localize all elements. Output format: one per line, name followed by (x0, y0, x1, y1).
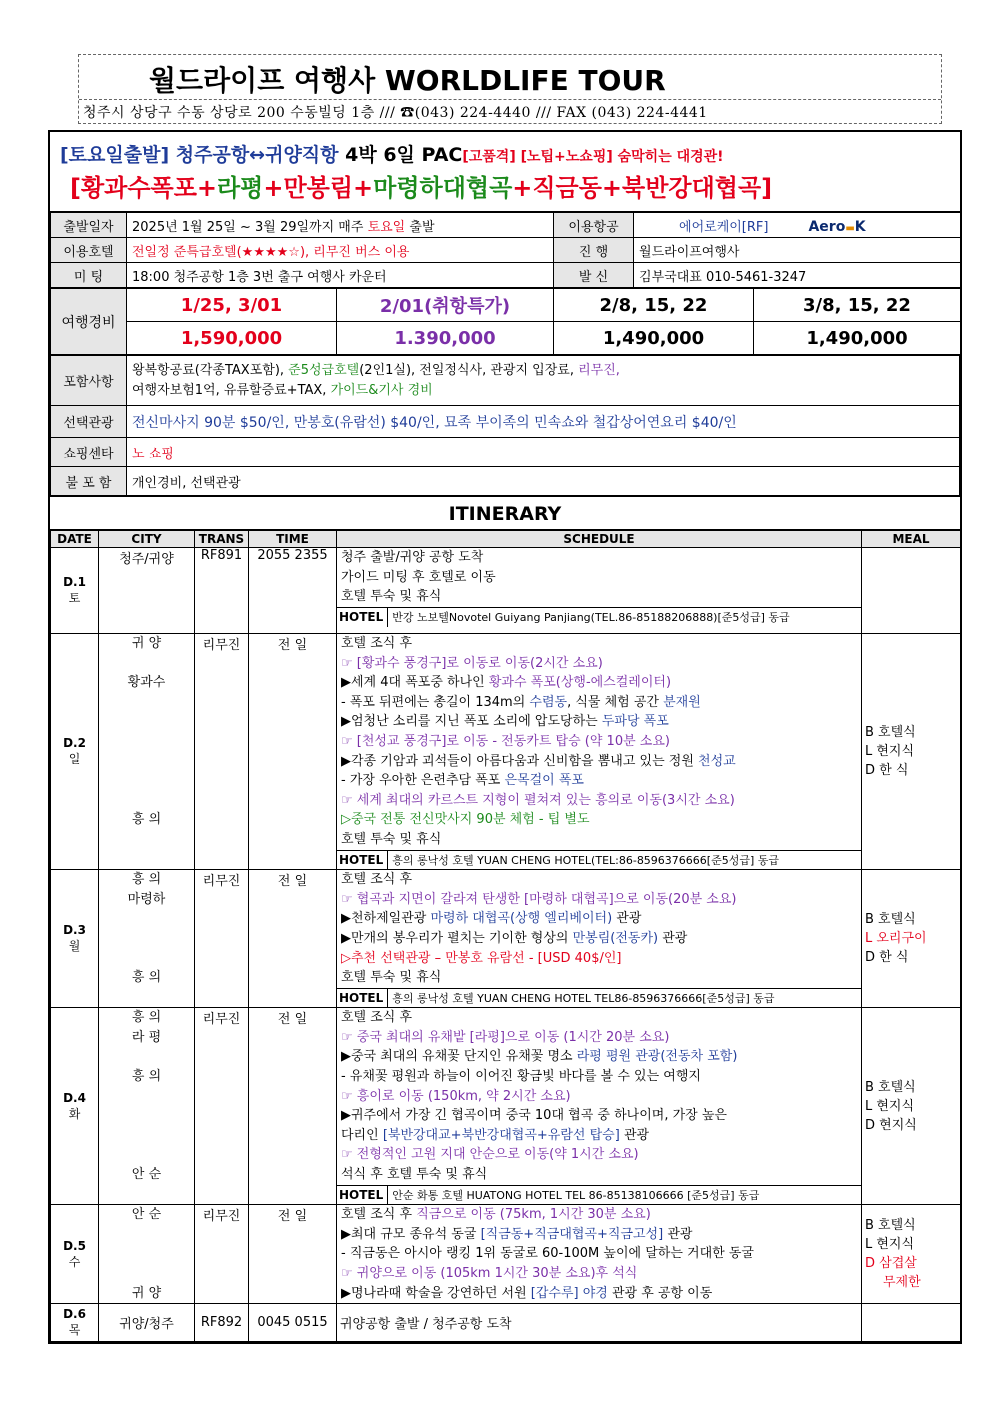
schedule-line: ☞ [황과수 풍경구]로 이동로 이동(2시간 소요) (341, 655, 603, 671)
schedule-line: 호텔 조식 후 (341, 872, 413, 888)
schedule-text: ▶각종 기암과 괴석들이 아름다움과 신비함을 뽐내고 있는 정원 (341, 753, 699, 769)
schedule-text: 다리인 (341, 1127, 383, 1143)
schedule-line: 호텔 투숙 및 휴식 (341, 831, 442, 847)
day-city (99, 1008, 195, 1205)
price-date: 1/25, 3/01 (127, 289, 337, 322)
schedule-text: ▶중국 최대의 유채꽃 단지인 유채꽃 명소 (341, 1049, 577, 1065)
city: 라 평 (131, 1029, 162, 1045)
incl-text: 리무진, (578, 362, 620, 378)
day-weekday: 월 (68, 939, 81, 954)
schedule-line (337, 1126, 861, 1146)
airline-label: 이용항공 (554, 213, 634, 238)
day-weekday: 목 (68, 1323, 81, 1338)
send-label: 발 신 (554, 263, 634, 288)
schedule-line (337, 1047, 861, 1067)
excl-label: 불 포 함 (51, 467, 127, 496)
day-time: 전 일 (249, 634, 337, 870)
city: 황과수 (127, 675, 166, 691)
schedule-text: 분재원 (663, 694, 701, 710)
day-number: D.4 (63, 1090, 86, 1105)
city: 귀 양 (131, 1285, 162, 1301)
day-city: 귀양/청주 (99, 1304, 195, 1342)
price-table (50, 288, 961, 355)
schedule-line (337, 1225, 861, 1245)
day-trans: 리무진 (195, 634, 249, 870)
day-schedule (337, 548, 862, 634)
day-city: 청주/귀양 (99, 548, 195, 634)
meal-line: D 현지식 (865, 1117, 917, 1133)
schedule-text: 호텔 조식 후 (341, 1207, 417, 1223)
itinerary-day (51, 548, 961, 634)
day-weekday: 일 (68, 752, 81, 767)
schedule-line: ☞ [천성교 풍경구]로 이동 - 전동카트 탑승 (약 10분 소요) (341, 733, 670, 749)
hotel-label: 이용호텔 (51, 238, 127, 263)
city: 흥 의 (131, 1069, 162, 1085)
col-schedule: SCHEDULE (337, 531, 862, 548)
schedule-text: 만봉림(전동카) (572, 930, 659, 946)
schedule-line: ☞ 귀양으로 이동 (105km 1시간 30분 소요)후 석식 (341, 1266, 638, 1281)
day-date (51, 1205, 99, 1304)
schedule-text: 마령하 대협곡(상행 엘리베이터) (430, 911, 613, 927)
title-part: 라평 (217, 174, 264, 202)
meal-line: B 호텔식 (865, 725, 916, 741)
day-city (99, 1205, 195, 1304)
schedule-line: 호텔 투숙 및 휴식 (341, 589, 442, 605)
col-trans: TRANS (195, 531, 249, 548)
title-part: 마령하대협곡 (373, 174, 513, 202)
day-number: D.1 (63, 575, 86, 589)
hotel-text: 흥의 롱낙성 호텔 YUAN CHENG HOTEL TEL86-8596376666[준5성급] 동급 (392, 991, 775, 1005)
hotel-tag: HOTEL (339, 851, 388, 870)
day-trans: RF891 (195, 548, 249, 634)
city: 흥 의 (131, 812, 162, 828)
schedule-line: 가이드 미팅 후 호텔로 이동 (341, 569, 496, 585)
schedule-line: ☞ 협곡과 지면이 갈라져 탄생한 [마령하 대협곡]으로 이동(20분 소요) (341, 891, 737, 907)
day-schedule: 귀양공항 출발 / 청주공항 도착 (337, 1304, 862, 1342)
schedule-line: 호텔 조식 후 (341, 636, 413, 651)
depart-label: 출발일자 (51, 213, 127, 238)
day-schedule (337, 1205, 862, 1304)
agency-address: 청주시 상당구 수동 상당로 200 수동빌딩 1층 /// ☎(043) 224-4440 /// FAX (043) 224-4441 (79, 99, 941, 122)
day-trans: 리무진 (195, 1008, 249, 1205)
schedule-line (337, 1205, 861, 1225)
schedule-text: 은목걸이 폭포 (504, 773, 584, 789)
hotel-tag: HOTEL (339, 1186, 388, 1205)
city: 귀 양 (131, 636, 162, 651)
itinerary-day (51, 1304, 961, 1342)
col-time: TIME (249, 531, 337, 548)
price-amount: 1.390,000 (337, 322, 554, 355)
schedule-text: [직금동+직금대협곡+직금고성] (480, 1226, 664, 1242)
hotel-text: 안순 화통 호텔 HUATONG HOTEL TEL 86-85138106666 [준5성급] 동급 (392, 1188, 760, 1202)
schedule-line: - 직금동은 아시아 랭킹 1위 동굴로 60-100M 높이에 달하는 거대한 동굴 (341, 1246, 754, 1262)
schedule-line: - 유채꽃 평원과 하늘이 이어진 황금빛 바다를 볼 수 있는 여행지 (341, 1069, 701, 1085)
meal-line: B 호텔식 (865, 912, 916, 928)
incl-text: 준5성급호텔 (288, 362, 360, 378)
schedule-text: 관광 (619, 1127, 650, 1143)
schedule-text: ▶천하제일관광 (341, 911, 431, 927)
opt-label: 선택관광 (51, 406, 127, 438)
schedule-line: ▶귀주에서 가장 긴 협곡이며 중국 10대 협곡 중 하나이며, 가장 높은 (341, 1108, 727, 1124)
schedule-text: , 식물 체험 공간 (567, 694, 664, 710)
itinerary-title: ITINERARY (50, 496, 960, 530)
meal-line: D 한 식 (865, 950, 909, 966)
price-date: 2/01(취항특가) (337, 289, 554, 322)
schedule-text: 관광 (658, 930, 688, 946)
hotel-text: 반강 노보텔Novotel Guiyang Panjiang(TEL.86-85188206888)[준5성급] 동급 (392, 610, 790, 624)
incl-label: 포함사항 (51, 356, 127, 406)
day-time: 0045 0515 (249, 1304, 337, 1342)
tour-document (48, 130, 962, 1344)
col-city: CITY (99, 531, 195, 548)
hotel-text: 흥의 롱낙성 호텔 YUAN CHENG HOTEL(TEL:86-8596376666[준5성급] 동급 (392, 853, 780, 867)
meet-value: 18:00 청주공항 1층 3번 출구 여행사 카운터 (127, 263, 554, 288)
hotel-tag: HOTEL (339, 608, 388, 628)
schedule-text: 황과수 폭포(상행-에스컬레이터) (488, 675, 672, 691)
aerok-logo: Aero▬K (808, 218, 866, 235)
meal-line: L 현지식 (865, 1098, 915, 1114)
airline-name: 에어로케이[RF] (679, 219, 769, 235)
terms-table (50, 355, 960, 496)
day-trans: 리무진 (195, 1205, 249, 1304)
incl-value (127, 356, 960, 406)
title-route: [토요일출발] 청주공항↔귀양직항 (60, 144, 339, 166)
day-date (51, 1008, 99, 1205)
itinerary-day (51, 870, 961, 1008)
city: 흥 의 (131, 872, 162, 888)
incl-text: (2인1실), 전일정식사, 관광지 입장료, (359, 362, 579, 378)
day-city (99, 870, 195, 1008)
depart-value (127, 213, 554, 238)
day-schedule (337, 870, 862, 1008)
schedule-text: 관광 (663, 1226, 693, 1242)
title-highlights: [고품격] [노팁+노쇼핑] 숨막히는 대경관! (462, 149, 724, 165)
col-date: DATE (51, 531, 99, 548)
day-trans: 리무진 (195, 870, 249, 1008)
day-date (51, 634, 99, 870)
opt-value: 전신마사지 90분 $50/인, 만봉호(유람선) $40/인, 묘족 부이족의 민속쇼와 철갑상어연요리 $40/인 (127, 406, 960, 438)
meal-line: L 현지식 (865, 1237, 915, 1253)
schedule-text: - 폭포 뒤편에는 총길이 134m의 (341, 694, 530, 710)
depart-range: 2025년 1월 25일 ~ 3월 29일까지 매주 (132, 219, 364, 235)
schedule-line: ☞ 중국 최대의 유채밭 [라평]으로 이동 (1시간 20분 소요) (341, 1029, 670, 1045)
send-value: 김부국대표 010-5461-3247 (634, 263, 961, 288)
col-meal: MEAL (862, 531, 961, 548)
airline-value (634, 213, 961, 238)
city: 흥 의 (131, 970, 162, 986)
schedule-text: 직금으로 이동 (75km, 1시간 30분 소요) (416, 1207, 651, 1223)
schedule-line: 청주 출발/귀양 공항 도착 (341, 550, 484, 565)
hotel-tag: HOTEL (339, 989, 388, 1008)
schedule-line (337, 693, 861, 713)
price-amount: 1,490,000 (754, 322, 961, 355)
schedule-text: ▶최대 규모 종유석 동굴 (341, 1226, 481, 1242)
day-schedule (337, 1008, 862, 1205)
itinerary-day (51, 634, 961, 870)
day-time: 전 일 (249, 1008, 337, 1205)
shop-label: 쇼핑센타 (51, 438, 127, 467)
city: 마령하 (127, 891, 166, 907)
city: 안 순 (131, 1167, 162, 1183)
excl-value: 개인경비, 선택관광 (127, 467, 960, 496)
day-meal (862, 1304, 961, 1342)
day-city (99, 634, 195, 870)
day-date (51, 870, 99, 1008)
shop-value: 노 쇼핑 (127, 438, 960, 467)
incl-text: 여행자보험1억, 유류할증료+TAX, (132, 382, 331, 398)
schedule-text: ▶만개의 봉우리가 펼치는 기이한 형상의 (341, 930, 573, 946)
aerok-logo-k: K (854, 218, 866, 235)
schedule-text: 수렴동 (529, 694, 568, 710)
hotel-line (337, 607, 861, 627)
price-amount: 1,490,000 (554, 322, 754, 355)
schedule-line: ▷중국 전통 전신맛사지 90분 체험 - 팁 별도 (341, 812, 590, 828)
meet-label: 미 팅 (51, 263, 127, 288)
day-meal (862, 634, 961, 870)
itinerary-table (50, 530, 961, 1342)
day-number: D.3 (63, 923, 86, 938)
day-number: D.2 (63, 736, 86, 751)
day-meal (862, 548, 961, 634)
day-date (51, 1304, 99, 1342)
city: 안 순 (131, 1207, 162, 1223)
hotel-line (337, 1185, 861, 1205)
schedule-line: ☞ 세계 최대의 카르스트 지형이 펼쳐져 있는 흥의로 이동(3시간 소요) (341, 792, 735, 808)
incl-text: 가이드&기사 경비 (330, 382, 433, 398)
schedule-line: 석식 후 호텔 투숙 및 휴식 (341, 1167, 488, 1183)
day-meal (862, 870, 961, 1008)
schedule-text: - 가장 우아한 은련추담 폭포 (341, 773, 505, 789)
hotel-line (337, 988, 861, 1008)
info-table (50, 212, 961, 288)
tour-title-line2 (50, 168, 960, 212)
day-trans: RF892 (195, 1304, 249, 1342)
schedule-text: [갑수루] 야경 (530, 1285, 608, 1301)
day-time: 전 일 (249, 1205, 337, 1304)
schedule-line (337, 1284, 861, 1304)
schedule-text: [북반강대교+북반강대협곡+유람선 탑승] (382, 1127, 620, 1143)
meal-line: D 한 식 (865, 763, 909, 779)
schedule-text: 라평 평원 관광(전동차 포함) (576, 1049, 738, 1065)
schedule-line: ☞ 흥이로 이동 (150km, 약 2시간 소요) (341, 1088, 571, 1104)
progress-label: 진 행 (554, 238, 634, 263)
schedule-line (337, 909, 861, 929)
schedule-text: ▶세계 4대 폭포중 하나인 (341, 675, 489, 691)
schedule-line (337, 673, 861, 693)
day-date (51, 548, 99, 634)
meal-line: B 호텔식 (865, 1079, 916, 1095)
schedule-line (337, 929, 861, 949)
day-schedule (337, 634, 862, 870)
agency-brand: 월드라이프 여행사 WORLDLIFE TOUR (149, 64, 666, 97)
day-meal (862, 1008, 961, 1205)
itinerary-day (51, 1008, 961, 1205)
price-label: 여행경비 (51, 289, 127, 355)
day-number: D.5 (63, 1238, 86, 1253)
schedule-line (337, 712, 861, 732)
hotel-line (337, 850, 861, 870)
price-date: 3/8, 15, 22 (754, 289, 961, 322)
day-number: D.6 (63, 1307, 86, 1322)
schedule-line: 호텔 투숙 및 휴식 (341, 970, 442, 986)
price-date: 2/8, 15, 22 (554, 289, 754, 322)
tour-title-line1 (50, 132, 960, 168)
meal-line: B 호텔식 (865, 1218, 916, 1234)
title-part: +직금동+북반강대협곡] (512, 174, 773, 202)
schedule-line: ☞ 전형적인 고원 지대 안순으로 이동(약 1시간 소요) (341, 1147, 639, 1163)
depart-day: 토요일 (367, 219, 406, 235)
day-time: 2055 2355 (249, 548, 337, 634)
title-duration: 4박 6일 PAC (345, 144, 463, 166)
schedule-text: ▶명나라때 학술을 강연하던 서원 (341, 1285, 531, 1301)
aerok-logo-text: Aero (808, 218, 846, 235)
hotel-value: 전일정 준특급호텔(★★★★☆), 리무진 버스 이용 (127, 238, 554, 263)
incl-text: 왕복항공료(각종TAX포함), (132, 362, 289, 378)
progress-value: 월드라이프여행사 (634, 238, 961, 263)
schedule-text: ▶엄청난 소리를 지닌 폭포 소리에 압도당하는 (341, 714, 602, 730)
itinerary-day (51, 1205, 961, 1304)
title-part: [황과수폭포+ (70, 174, 217, 202)
schedule-text: 두파당 폭포 (601, 714, 669, 730)
depart-suffix: 출발 (409, 219, 435, 235)
meal-line: D 삼겹살 (865, 1256, 917, 1272)
schedule-line: 호텔 조식 후 (341, 1010, 413, 1026)
day-weekday: 화 (68, 1106, 81, 1121)
title-part: +만봉림+ (263, 174, 374, 202)
meal-line: 무제한 (883, 1275, 921, 1291)
day-weekday: 토 (68, 591, 81, 605)
schedule-line (337, 752, 861, 772)
schedule-line: ▷추천 선택관광 – 만봉호 유람선 - [USD 40$/인] (341, 950, 622, 966)
meal-line: L 오리구이 (865, 931, 927, 947)
city: 흥 의 (131, 1010, 162, 1026)
day-meal (862, 1205, 961, 1304)
day-weekday: 수 (68, 1254, 81, 1269)
schedule-text: 천성교 (698, 753, 736, 769)
agency-header (78, 54, 942, 124)
price-amount: 1,590,000 (127, 322, 337, 355)
meal-line: L 현지식 (865, 744, 915, 760)
day-time: 전 일 (249, 870, 337, 1008)
schedule-text: 관광 (612, 911, 642, 927)
schedule-text: 관광 후 공항 이동 (607, 1285, 713, 1301)
schedule-line (337, 771, 861, 791)
